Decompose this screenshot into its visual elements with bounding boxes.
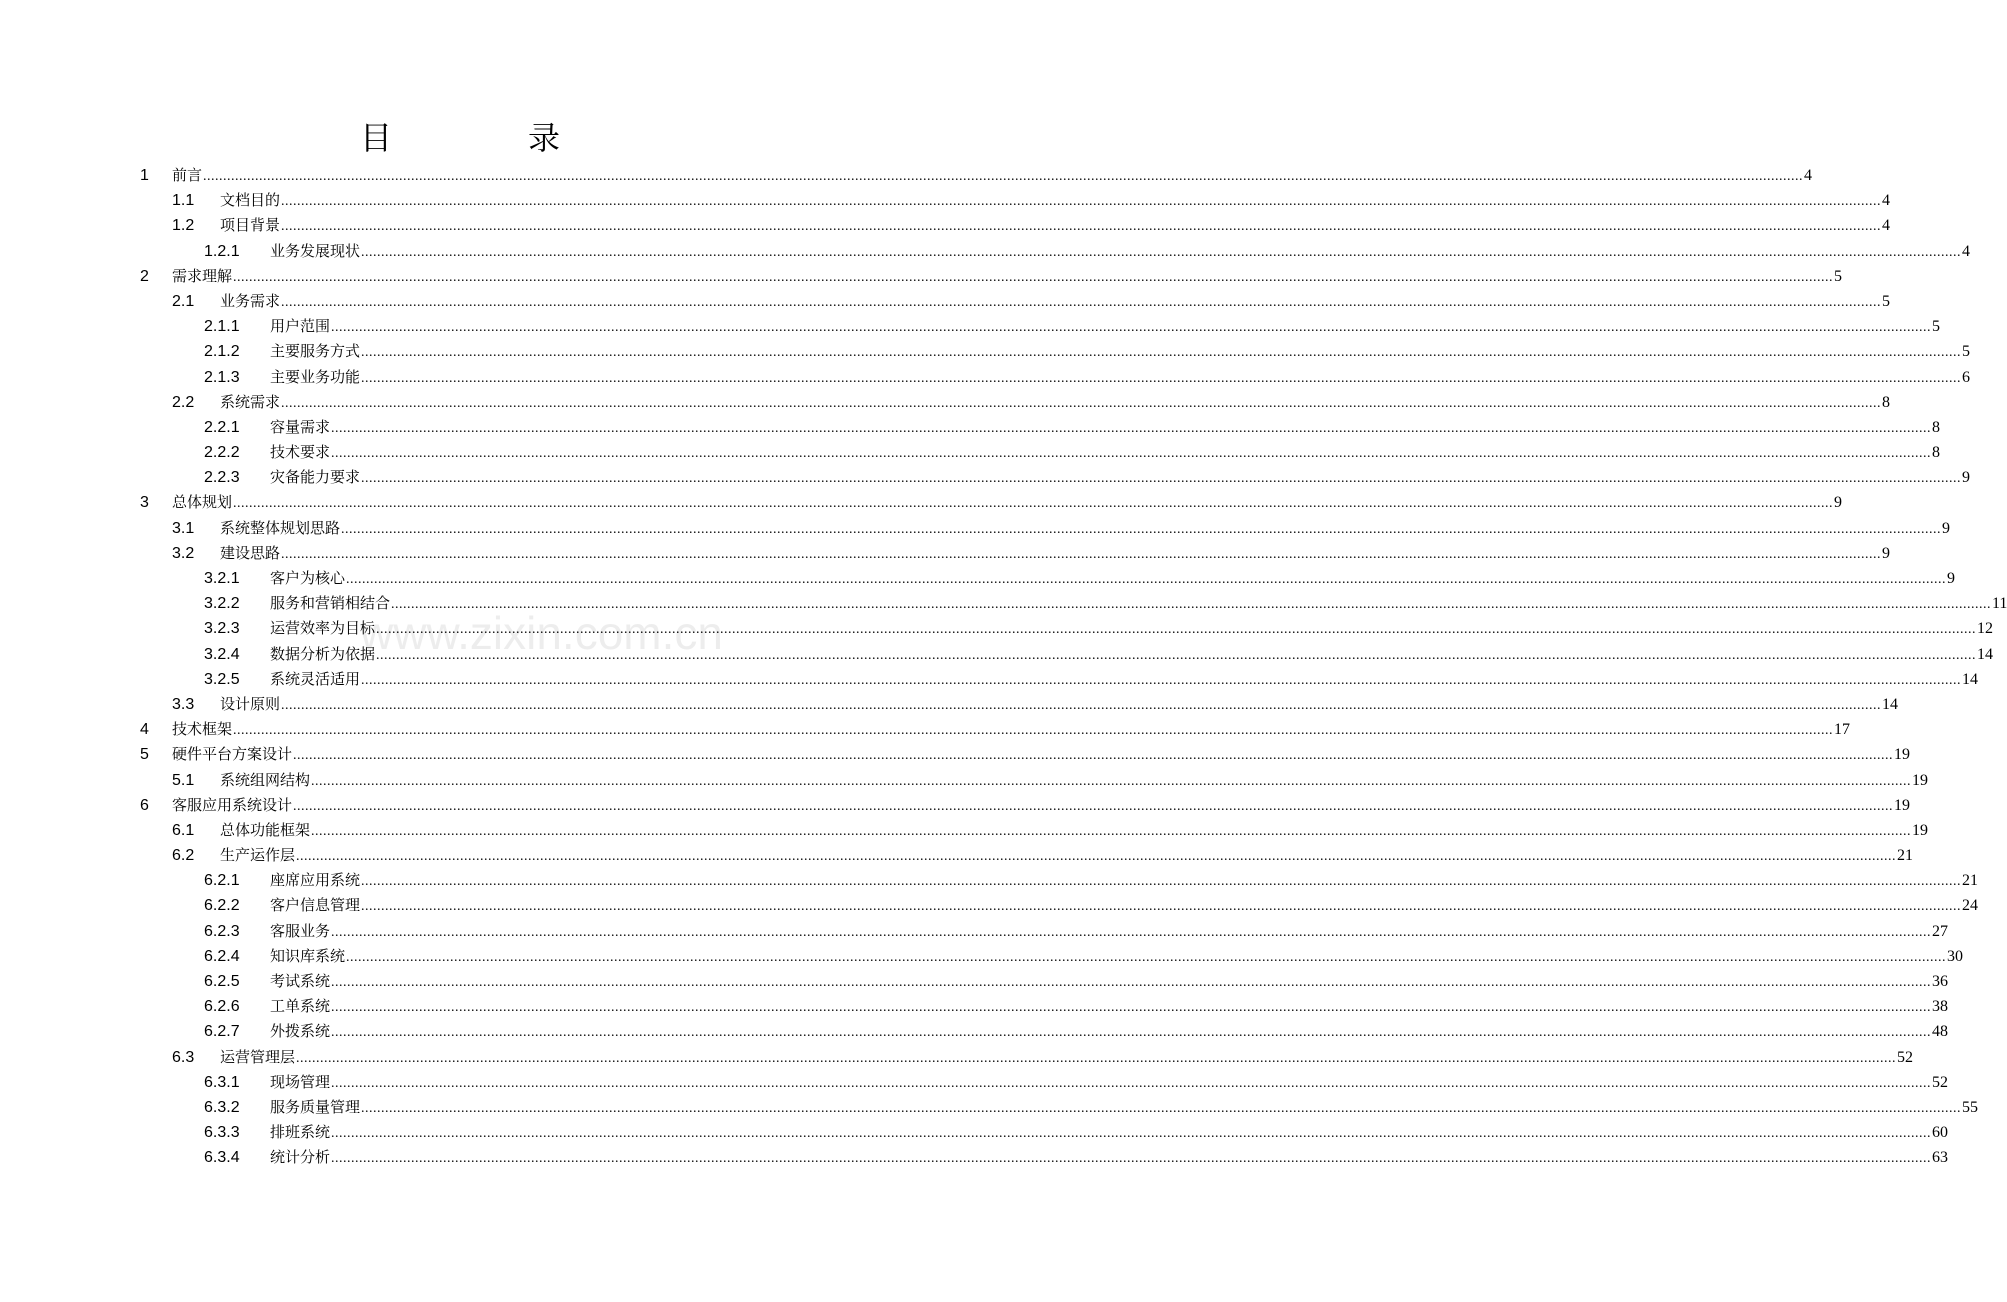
toc-entry-title: 工单系统: [270, 997, 331, 1016]
table-of-contents: [0, 163, 2007, 1171]
toc-entry-title: 建设思路: [220, 543, 281, 562]
toc-entry-line: [172, 264, 1843, 290]
toc-entry-line: [270, 465, 1971, 491]
toc-entry-level-3[interactable]: [0, 1070, 1949, 1095]
toc-entry-number: 1.2: [172, 217, 195, 235]
toc-entry-title: 文档目的: [220, 191, 281, 210]
toc-dot-leader: ................................................................................................................................................................................................................................................................................................................................................................................................................: [391, 597, 1992, 613]
toc-entry-number: 3.2.4: [204, 645, 240, 663]
toc-entry-line: [220, 843, 1914, 869]
toc-dot-leader: ................................................................................................................................................................................................................................................................................................................................................................................................................: [281, 395, 1882, 411]
toc-entry-number: 6.3.4: [204, 1149, 240, 1167]
toc-entry-number: 6.2.2: [204, 897, 240, 915]
toc-dot-leader: ................................................................................................................................................................................................................................................................................................................................................................................................................: [331, 1126, 1932, 1142]
toc-entry-line: [270, 591, 2007, 617]
toc-entry-number: 4: [140, 721, 149, 739]
toc-entry-level-1[interactable]: [0, 717, 1851, 742]
toc-entry-page-number: 8: [1932, 418, 1941, 436]
toc-entry-line: [270, 667, 1979, 693]
toc-entry-line: [270, 415, 1941, 441]
toc-entry-title: 设计原则: [220, 694, 281, 713]
toc-entry-title: 硬件平台方案设计: [172, 745, 293, 764]
toc-dot-leader: ................................................................................................................................................................................................................................................................................................................................................................................................................: [331, 1151, 1932, 1167]
toc-entry-line: [270, 616, 1994, 642]
toc-entry-level-2[interactable]: [0, 289, 1891, 314]
toc-entry-level-2[interactable]: [0, 541, 1891, 566]
toc-dot-leader: ................................................................................................................................................................................................................................................................................................................................................................................................................: [293, 748, 1894, 764]
toc-entry-number: 6.2.5: [204, 973, 240, 990]
toc-entry-number: 3.2: [172, 544, 195, 562]
toc-entry-line: [172, 163, 1813, 189]
toc-entry-page-number: 8: [1882, 393, 1891, 411]
toc-entry-line: [220, 768, 1929, 794]
toc-entry-page-number: 9: [1882, 544, 1891, 562]
toc-entry-title: 现场管理: [270, 1072, 331, 1091]
toc-dot-leader: ................................................................................................................................................................................................................................................................................................................................................................................................................: [331, 924, 1932, 940]
toc-entry-title: 外拨系统: [270, 1022, 331, 1041]
toc-entry-level-2[interactable]: [0, 1045, 1914, 1070]
toc-entry-line: [220, 541, 1891, 567]
toc-entry-level-3[interactable]: [0, 667, 1979, 692]
toc-entry-line: [172, 793, 1911, 819]
toc-entry-level-2[interactable]: [0, 213, 1891, 238]
toc-dot-leader: ................................................................................................................................................................................................................................................................................................................................................................................................................: [346, 949, 1947, 965]
toc-entry-level-3[interactable]: [0, 591, 2007, 616]
toc-entry-level-1[interactable]: [0, 264, 1843, 289]
toc-entry-title: 总体功能框架: [220, 820, 311, 839]
toc-entry-level-2[interactable]: [0, 516, 1951, 541]
toc-entry-page-number: 14: [1882, 695, 1899, 713]
toc-entry-page-number: 4: [1882, 217, 1891, 235]
toc-dot-leader: ................................................................................................................................................................................................................................................................................................................................................................................................................: [331, 1000, 1932, 1016]
toc-entry-title: 系统需求: [220, 392, 281, 411]
toc-entry-page-number: 30: [1947, 947, 1964, 965]
toc-entry-line: [270, 339, 1971, 365]
toc-entry-title: 客户信息管理: [270, 896, 361, 915]
toc-entry-page-number: 19: [1894, 746, 1911, 764]
toc-entry-line: [220, 289, 1891, 315]
toc-entry-title: 统计分析: [270, 1148, 331, 1167]
toc-entry-level-2[interactable]: [0, 692, 1899, 717]
toc-entry-line: [270, 1019, 1949, 1045]
toc-entry-level-3[interactable]: [0, 616, 1994, 641]
toc-dot-leader: ................................................................................................................................................................................................................................................................................................................................................................................................................: [331, 1025, 1932, 1041]
toc-entry-title: 排班系统: [270, 1123, 331, 1142]
toc-entry-level-3[interactable]: [0, 868, 1979, 893]
toc-entry-number: 6.3.2: [204, 1098, 240, 1116]
toc-entry-title: 运营效率为目标: [270, 619, 376, 638]
toc-entry-level-3[interactable]: [0, 415, 1941, 440]
toc-dot-leader: ................................................................................................................................................................................................................................................................................................................................................................................................................: [331, 420, 1932, 436]
toc-entry-number: 2.2.2: [204, 444, 240, 462]
toc-entry-page-number: 48: [1932, 1023, 1949, 1041]
toc-entry-number: 6.2.1: [204, 872, 240, 890]
toc-entry-title: 前言: [172, 166, 203, 184]
toc-entry-title: 客服应用系统设计: [172, 795, 293, 814]
toc-dot-leader: ................................................................................................................................................................................................................................................................................................................................................................................................................: [361, 471, 1962, 487]
toc-entry-title: 系统组网结构: [220, 770, 311, 789]
toc-entry-level-3[interactable]: [0, 239, 1971, 264]
toc-entry-page-number: 14: [1977, 645, 1994, 663]
toc-entry-number: 6.2: [172, 847, 195, 865]
toc-dot-leader: ................................................................................................................................................................................................................................................................................................................................................................................................................: [281, 219, 1882, 235]
toc-entry-level-3[interactable]: [0, 566, 1956, 591]
toc-dot-leader: ................................................................................................................................................................................................................................................................................................................................................................................................................: [296, 1050, 1897, 1066]
toc-entry-line: [172, 717, 1851, 743]
toc-entry-number: 6.2.4: [204, 947, 240, 965]
toc-entry-line: [270, 1120, 1949, 1146]
toc-entry-level-3[interactable]: [0, 944, 1964, 969]
toc-entry-page-number: 21: [1897, 847, 1914, 865]
toc-entry-page-number: 27: [1932, 922, 1949, 940]
toc-entry-line: [270, 994, 1949, 1020]
toc-entry-level-3[interactable]: [0, 642, 1994, 667]
toc-entry-number: 6.3.3: [204, 1124, 240, 1142]
toc-entry-page-number: 55: [1962, 1098, 1979, 1116]
toc-entry-title: 座席应用系统: [270, 871, 361, 890]
toc-entry-page-number: 14: [1962, 670, 1979, 688]
toc-entry-number: 6.2.7: [204, 1023, 240, 1041]
toc-entry-number: 2.2.1: [204, 418, 240, 436]
toc-entry-level-3[interactable]: [0, 440, 1941, 465]
toc-entry-line: [220, 213, 1891, 239]
page-title: 目 录: [359, 119, 612, 157]
toc-entry-number: 3.2.5: [204, 670, 240, 688]
toc-entry-title: 容量需求: [270, 417, 331, 436]
toc-entry-page-number: 9: [1834, 494, 1843, 512]
toc-entry-title: 客户为核心: [270, 569, 346, 587]
toc-entry-page-number: 19: [1912, 771, 1929, 789]
toc-entry-title: 主要服务方式: [270, 342, 361, 361]
toc-entry-page-number: 38: [1932, 998, 1949, 1016]
toc-entry-title: 需求理解: [172, 266, 233, 285]
toc-entry-page-number: 19: [1894, 796, 1911, 814]
toc-dot-leader: ................................................................................................................................................................................................................................................................................................................................................................................................................: [361, 244, 1962, 260]
toc-entry-title: 运营管理层: [220, 1047, 296, 1066]
toc-entry-number: 3.2.2: [204, 595, 240, 613]
toc-entry-level-1[interactable]: [0, 163, 1813, 188]
toc-entry-line: [270, 566, 1956, 592]
toc-entry-line: [220, 516, 1951, 542]
toc-entry-page-number: 9: [1947, 570, 1956, 587]
toc-entry-title: 灾备能力要求: [270, 468, 361, 487]
toc-entry-line: [270, 868, 1979, 894]
toc-dot-leader: ................................................................................................................................................................................................................................................................................................................................................................................................................: [346, 572, 1947, 587]
toc-entry-page-number: 6: [1962, 368, 1971, 386]
toc-entry-number: 6.2.6: [204, 998, 240, 1016]
toc-dot-leader: ................................................................................................................................................................................................................................................................................................................................................................................................................: [281, 546, 1882, 562]
toc-entry-level-2[interactable]: [0, 768, 1929, 793]
toc-entry-level-3[interactable]: [0, 1019, 1949, 1044]
toc-entry-line: [270, 1095, 1979, 1121]
toc-dot-leader: ................................................................................................................................................................................................................................................................................................................................................................................................................: [281, 294, 1882, 310]
toc-entry-page-number: 9: [1962, 469, 1971, 487]
toc-entry-title: 技术要求: [270, 443, 331, 462]
toc-entry-level-3[interactable]: [0, 365, 1971, 390]
toc-entry-level-2[interactable]: [0, 188, 1891, 213]
toc-entry-number: 1.2.1: [204, 242, 240, 260]
toc-entry-line: [270, 314, 1941, 340]
toc-entry-level-3[interactable]: [0, 919, 1949, 944]
toc-entry-line: [220, 818, 1929, 844]
toc-entry-title: 技术框架: [172, 720, 233, 739]
toc-entry-page-number: 63: [1932, 1149, 1949, 1167]
toc-entry-title: 服务质量管理: [270, 1097, 361, 1116]
toc-entry-title: 系统灵活适用: [270, 669, 361, 688]
toc-entry-page-number: 60: [1932, 1124, 1949, 1142]
toc-entry-number: 3.2.1: [204, 570, 240, 587]
toc-entry-number: 5.1: [172, 771, 195, 789]
toc-entry-page-number: 5: [1882, 292, 1891, 310]
toc-entry-level-3[interactable]: [0, 1095, 1979, 1120]
toc-entry-title: 用户范围: [270, 317, 331, 336]
toc-entry-line: [220, 390, 1891, 416]
toc-entry-line: [270, 239, 1971, 265]
toc-dot-leader: ................................................................................................................................................................................................................................................................................................................................................................................................................: [361, 370, 1962, 386]
toc-entry-page-number: 24: [1962, 897, 1979, 915]
toc-entry-number: 1.1: [172, 192, 195, 210]
toc-entry-page-number: 12: [1977, 620, 1994, 638]
toc-dot-leader: ................................................................................................................................................................................................................................................................................................................................................................................................................: [376, 647, 1977, 663]
toc-entry-page-number: 5: [1834, 267, 1843, 285]
toc-entry-number: 3.2.3: [204, 620, 240, 638]
toc-dot-leader: ................................................................................................................................................................................................................................................................................................................................................................................................................: [296, 849, 1897, 865]
toc-entry-line: [220, 188, 1891, 214]
toc-entry-page-number: 52: [1932, 1073, 1949, 1091]
toc-entry-title: 项目背景: [220, 216, 281, 235]
toc-entry-level-3[interactable]: [0, 314, 1941, 339]
toc-entry-line: [270, 1145, 1949, 1171]
toc-entry-title: 业务发展现状: [270, 241, 361, 260]
toc-entry-title: 数据分析为依据: [270, 644, 376, 663]
toc-dot-leader: ................................................................................................................................................................................................................................................................................................................................................................................................................: [311, 773, 1912, 789]
toc-dot-leader: ................................................................................................................................................................................................................................................................................................................................................................................................................: [233, 723, 1834, 739]
toc-entry-line: [270, 944, 1964, 970]
toc-entry-title: 主要业务功能: [270, 367, 361, 386]
toc-dot-leader: ................................................................................................................................................................................................................................................................................................................................................................................................................: [376, 622, 1977, 638]
toc-entry-title: 系统整体规划思路: [220, 518, 341, 537]
toc-entry-page-number: 4: [1804, 167, 1813, 184]
toc-entry-number: 3: [140, 494, 149, 512]
toc-entry-title: 总体规划: [172, 493, 233, 512]
toc-entry-line: [270, 969, 1949, 995]
toc-entry-line: [172, 742, 1911, 768]
toc-entry-page-number: 11: [1992, 595, 2007, 613]
toc-entry-line: [220, 692, 1899, 718]
toc-entry-page-number: 9: [1942, 519, 1951, 537]
toc-dot-leader: ................................................................................................................................................................................................................................................................................................................................................................................................................: [281, 194, 1882, 210]
toc-entry-number: 2.2: [172, 393, 195, 411]
toc-dot-leader: ................................................................................................................................................................................................................................................................................................................................................................................................................: [341, 521, 1942, 537]
toc-entry-line: [270, 365, 1971, 391]
toc-entry-page-number: 4: [1962, 242, 1971, 260]
toc-entry-line: [220, 1045, 1914, 1071]
toc-entry-number: 2.1.1: [204, 318, 240, 336]
toc-entry-level-1[interactable]: [0, 742, 1911, 767]
toc-entry-level-2[interactable]: [0, 843, 1914, 868]
toc-entry-number: 1: [140, 167, 149, 184]
toc-dot-leader: ................................................................................................................................................................................................................................................................................................................................................................................................................: [361, 345, 1962, 361]
toc-entry-level-2[interactable]: [0, 390, 1891, 415]
toc-entry-line: [270, 642, 1994, 668]
toc-entry-page-number: 21: [1962, 872, 1979, 890]
toc-entry-line: [270, 440, 1941, 466]
toc-dot-leader: ................................................................................................................................................................................................................................................................................................................................................................................................................: [361, 899, 1962, 915]
toc-dot-leader: ................................................................................................................................................................................................................................................................................................................................................................................................................: [293, 798, 1894, 814]
toc-entry-level-3[interactable]: [0, 969, 1949, 994]
toc-entry-page-number: 5: [1932, 318, 1941, 336]
toc-entry-level-3[interactable]: [0, 1120, 1949, 1145]
toc-dot-leader: ................................................................................................................................................................................................................................................................................................................................................................................................................: [331, 1075, 1932, 1091]
toc-dot-leader: ................................................................................................................................................................................................................................................................................................................................................................................................................: [331, 975, 1932, 990]
toc-entry-number: 3.1: [172, 519, 195, 537]
toc-entry-page-number: 5: [1962, 343, 1971, 361]
toc-entry-number: 6.2.3: [204, 922, 240, 940]
toc-entry-level-1[interactable]: [0, 793, 1911, 818]
toc-entry-level-3[interactable]: [0, 465, 1971, 490]
watermark: www.zixin.com.cn: [360, 607, 723, 659]
toc-entry-page-number: 8: [1932, 444, 1941, 462]
toc-entry-number: 5: [140, 746, 149, 764]
toc-entry-number: 2: [140, 267, 149, 285]
toc-dot-leader: ................................................................................................................................................................................................................................................................................................................................................................................................................: [331, 320, 1932, 336]
toc-entry-title: 客服业务: [270, 921, 331, 940]
toc-entry-line: [270, 919, 1949, 945]
toc-entry-number: 6.3: [172, 1048, 195, 1066]
toc-dot-leader: ................................................................................................................................................................................................................................................................................................................................................................................................................: [281, 697, 1882, 713]
toc-entry-level-3[interactable]: [0, 1145, 1949, 1170]
toc-entry-page-number: 19: [1912, 821, 1929, 839]
toc-entry-page-number: 36: [1932, 973, 1949, 990]
toc-entry-level-3[interactable]: [0, 994, 1949, 1019]
toc-entry-number: 3.3: [172, 695, 195, 713]
toc-dot-leader: ................................................................................................................................................................................................................................................................................................................................................................................................................: [233, 496, 1834, 512]
toc-entry-level-2[interactable]: [0, 818, 1929, 843]
toc-dot-leader: ................................................................................................................................................................................................................................................................................................................................................................................................................: [311, 823, 1912, 839]
toc-entry-number: 6: [140, 796, 149, 814]
toc-entry-number: 2.1.2: [204, 343, 240, 361]
toc-entry-page-number: 17: [1834, 721, 1851, 739]
toc-entry-number: 2.2.3: [204, 469, 240, 487]
toc-entry-line: [270, 893, 1979, 919]
toc-entry-page-number: 52: [1897, 1048, 1914, 1066]
toc-dot-leader: ................................................................................................................................................................................................................................................................................................................................................................................................................: [233, 269, 1834, 285]
toc-dot-leader: ................................................................................................................................................................................................................................................................................................................................................................................................................: [203, 169, 1804, 184]
toc-entry-title: 服务和营销相结合: [270, 594, 391, 613]
toc-entry-level-1[interactable]: [0, 490, 1843, 515]
toc-entry-number: 2.1.3: [204, 368, 240, 386]
toc-dot-leader: ................................................................................................................................................................................................................................................................................................................................................................................................................: [361, 672, 1962, 688]
toc-entry-title: 考试系统: [270, 972, 331, 990]
toc-entry-number: 6.1: [172, 821, 195, 839]
toc-dot-leader: ................................................................................................................................................................................................................................................................................................................................................................................................................: [361, 874, 1962, 890]
toc-entry-line: [172, 490, 1843, 516]
toc-entry-level-3[interactable]: [0, 339, 1971, 364]
toc-entry-line: [270, 1070, 1949, 1096]
toc-dot-leader: ................................................................................................................................................................................................................................................................................................................................................................................................................: [331, 446, 1932, 462]
toc-entry-number: 6.3.1: [204, 1073, 240, 1091]
toc-dot-leader: ................................................................................................................................................................................................................................................................................................................................................................................................................: [361, 1100, 1962, 1116]
toc-entry-title: 知识库系统: [270, 946, 346, 965]
toc-entry-page-number: 4: [1882, 192, 1891, 210]
toc-entry-number: 2.1: [172, 292, 195, 310]
toc-entry-title: 业务需求: [220, 291, 281, 310]
toc-entry-level-3[interactable]: [0, 893, 1979, 918]
toc-entry-title: 生产运作层: [220, 846, 296, 865]
